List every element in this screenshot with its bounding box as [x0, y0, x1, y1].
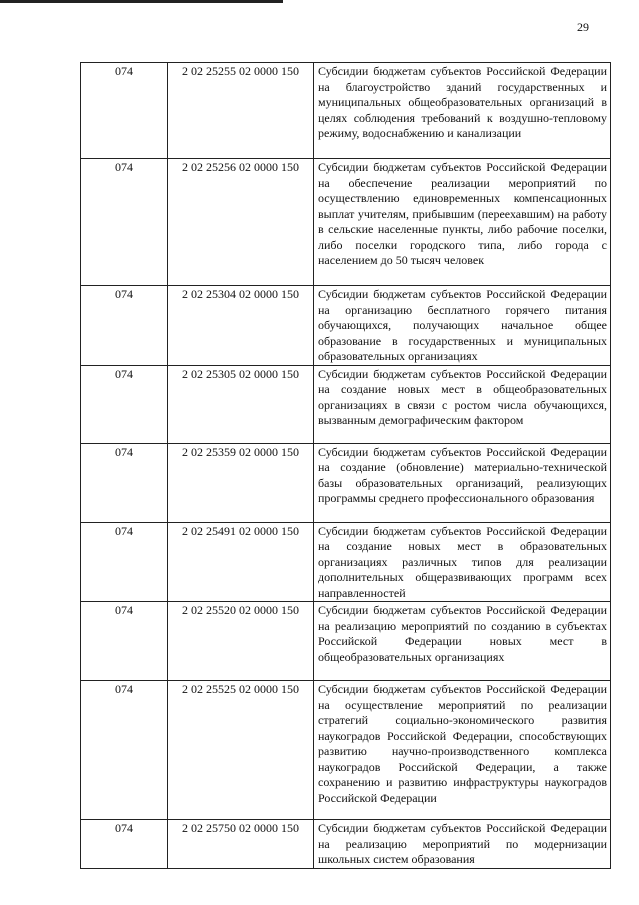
table-row [81, 443, 611, 522]
income-name-cell [314, 159, 611, 286]
income-name-cell [314, 681, 611, 820]
table-row [81, 63, 611, 159]
budget-code-cell: 2 02 25255 02 0000 150 [168, 63, 314, 159]
admin-code-cell: 074 [81, 443, 168, 522]
income-name-cell [314, 820, 611, 869]
table-row [81, 159, 611, 286]
budget-code-cell: 2 02 25304 02 0000 150 [168, 286, 314, 366]
top-rule [0, 0, 283, 3]
income-name-cell [314, 365, 611, 443]
income-name-cell [314, 63, 611, 159]
admin-code-cell: 074 [81, 159, 168, 286]
admin-code-cell: 074 [81, 63, 168, 159]
income-name-text: Субсидии бюджетам субъектов Российской Федерации на организацию бесплатного горячего питания обучающихся, получающих начальное общее образование в государственных и муниципальных образовательных организациях [318, 287, 607, 363]
table-row [81, 820, 611, 869]
income-name-cell [314, 522, 611, 602]
income-name-text: Субсидии бюджетам субъектов Российской Федерации на создание новых мест в общеобразовательных организациях в связи с ростом числа обучающихся, вызванным демографическим фактором [318, 366, 607, 427]
budget-code-cell: 2 02 25256 02 0000 150 [168, 159, 314, 286]
income-name-cell [314, 286, 611, 366]
budget-code-cell: 2 02 25359 02 0000 150 [168, 443, 314, 522]
table-row [81, 522, 611, 602]
table-row [81, 365, 611, 443]
budget-code-cell: 2 02 25520 02 0000 150 [168, 602, 314, 681]
admin-code-cell: 074 [81, 365, 168, 443]
income-name-text: Субсидии бюджетам субъектов Российской Федерации на создание (обновление) материально-технической базы образовательных организаций, реализующих программы среднего профессионального образования [318, 444, 607, 505]
admin-code-cell: 074 [81, 286, 168, 366]
budget-code-cell: 2 02 25491 02 0000 150 [168, 522, 314, 602]
income-name-text: Субсидии бюджетам субъектов Российской Федерации на осуществление мероприятий по реализации стратегий социально-экономического развития наукоградов Российской Федерации, способствующих развитию научно-производственного комплекса наукоградов Российской Федерации, а также сохранению и развитию инфраструктуры наукоградов Российской Федерации [318, 682, 607, 805]
budget-code-cell: 2 02 25525 02 0000 150 [168, 681, 314, 820]
admin-code-cell: 074 [81, 522, 168, 602]
income-name-text: Субсидии бюджетам субъектов Российской Федерации на благоустройство зданий государственных и муниципальных общеобразовательных организаций в целях соблюдения требований к воздушно-тепловому режиму, водоснабжению и канализации [318, 64, 607, 140]
admin-code-cell: 074 [81, 820, 168, 869]
admin-code-cell: 074 [81, 602, 168, 681]
budget-codes-table [80, 62, 611, 869]
income-name-text: Субсидии бюджетам субъектов Российской Федерации на создание новых мест в образовательных организациях различных типов для реализации дополнительных общеразвивающих программ всех направленностей [318, 523, 607, 600]
budget-code-cell: 2 02 25305 02 0000 150 [168, 365, 314, 443]
admin-code-cell: 074 [81, 681, 168, 820]
table-row [81, 602, 611, 681]
table-row [81, 286, 611, 366]
income-name-text: Субсидии бюджетам субъектов Российской Федерации на реализацию мероприятий по созданию в субъектах Российской Федерации новых мест в общеобразовательных организациях [318, 603, 607, 664]
income-name-text: Субсидии бюджетам субъектов Российской Федерации на обеспечение реализации мероприятий по осуществлению единовременных компенсационных выплат учителям, прибывшим (переехавшим) на работу в сельские населенные пункты, либо рабочие поселки, либо поселки городского типа, либо города с населением до 50 тысяч человек [318, 160, 607, 267]
income-name-text: Субсидии бюджетам субъектов Российской Федерации на реализацию мероприятий по модернизации школьных систем образования [318, 821, 607, 866]
page-number: 29 [577, 20, 589, 34]
table-row [81, 681, 611, 820]
income-name-cell [314, 443, 611, 522]
income-name-cell [314, 602, 611, 681]
budget-code-cell: 2 02 25750 02 0000 150 [168, 820, 314, 869]
